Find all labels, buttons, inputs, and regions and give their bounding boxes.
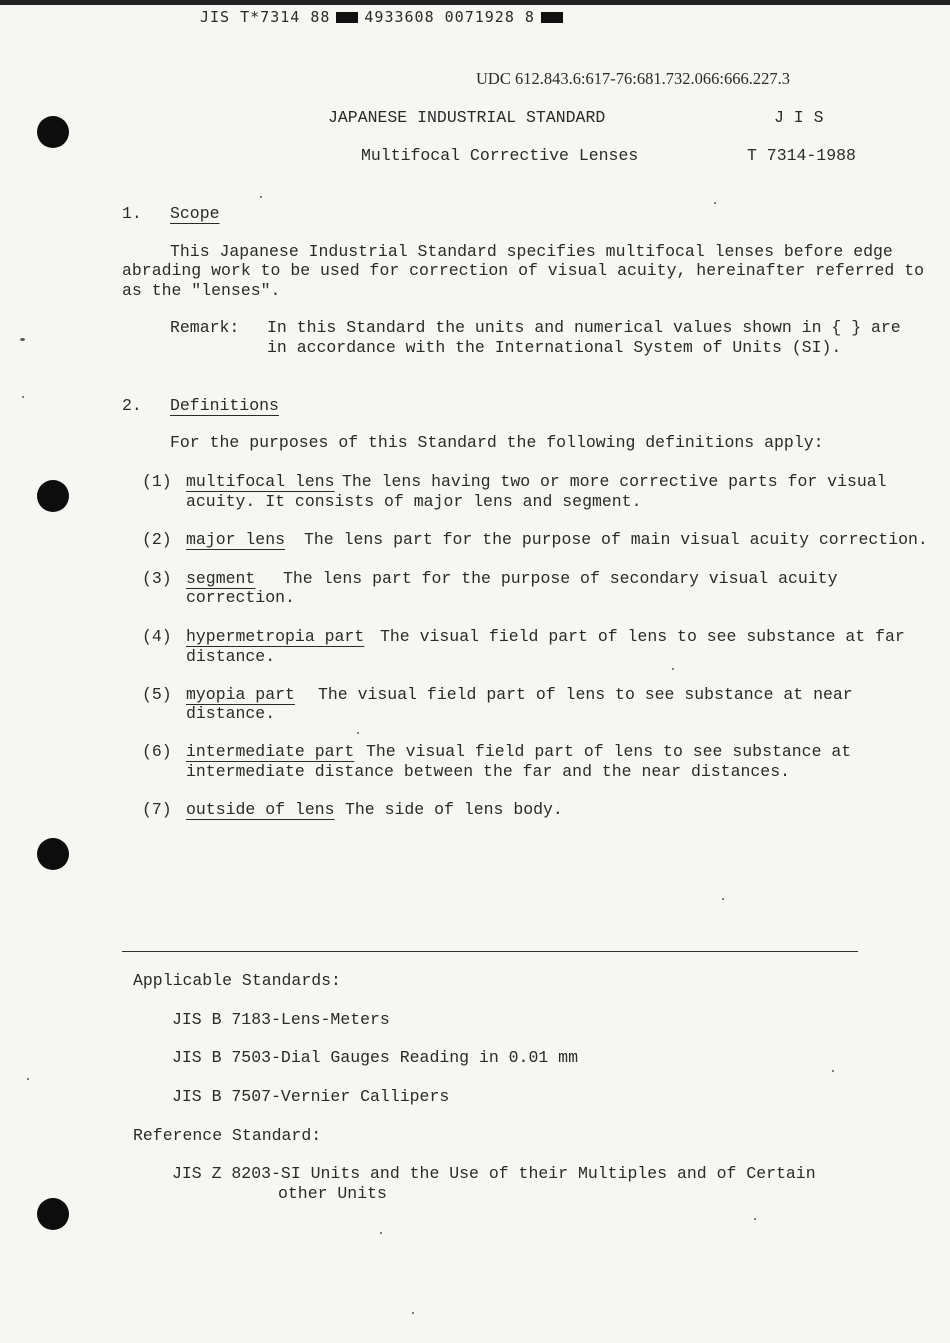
scan-speck [27, 1078, 29, 1080]
definition-term: myopia part [186, 685, 295, 704]
definition-text-line: intermediate distance between the far and the near distances. [186, 762, 790, 781]
standard-number: T 7314-1988 [747, 146, 856, 165]
definition-number: (1) [142, 472, 172, 491]
definition-number: (6) [142, 742, 172, 761]
definition-term: multifocal lens [186, 472, 335, 491]
definition-text-line: The visual field part of lens to see substance at [366, 742, 852, 761]
definition-text-line: acuity. It consists of major lens and segment. [186, 492, 642, 511]
scan-speck [722, 898, 724, 900]
scan-speck [20, 338, 25, 341]
redaction-block [541, 12, 563, 23]
scope-paragraph-line: abrading work to be used for correction of visual acuity, hereinafter referred to [122, 261, 925, 280]
reference-standard-item-continued: other Units [278, 1184, 387, 1203]
applicable-standard-item: JIS B 7503-Dial Gauges Reading in 0.01 mm [172, 1048, 578, 1067]
scope-paragraph-line: as the "lenses". [122, 281, 281, 300]
scan-speck [832, 1070, 834, 1072]
definition-number: (7) [142, 800, 172, 819]
definition-text-line: The visual field part of lens to see substance at near [318, 685, 853, 704]
definition-text-line: The lens having two or more corrective parts for visual [342, 472, 887, 491]
applicable-standards-heading: Applicable Standards: [133, 971, 341, 990]
binder-hole [37, 480, 69, 512]
section-heading-scope: Scope [170, 204, 220, 223]
standard-title: JAPANESE INDUSTRIAL STANDARD [328, 108, 606, 127]
definition-text-line: The visual field part of lens to see substance at far [380, 627, 905, 646]
definition-term: major lens [186, 530, 286, 549]
scan-speck [412, 1312, 414, 1314]
applicable-standard-item: JIS B 7507-Vernier Callipers [172, 1087, 450, 1106]
definitions-intro: For the purposes of this Standard the following definitions apply: [170, 433, 824, 452]
remark-text-line: in accordance with the International System of Units (SI). [267, 338, 842, 357]
section-number-scope: 1. [122, 204, 142, 223]
scan-speck [357, 732, 359, 734]
document-title: Multifocal Corrective Lenses [361, 146, 639, 165]
top-border-bar [0, 0, 950, 5]
footnote-divider [122, 951, 858, 952]
scope-paragraph-line: This Japanese Industrial Standard specifies multifocal lenses before edge [170, 242, 893, 261]
definition-term: segment [186, 569, 256, 588]
applicable-standard-item: JIS B 7183-Lens-Meters [172, 1010, 390, 1029]
scan-speck [260, 196, 262, 198]
binder-hole [37, 838, 69, 870]
catalog-code-right: 4933608 0071928 8 [364, 8, 535, 26]
definition-text-line: The side of lens body. [345, 800, 563, 819]
scan-speck [672, 668, 674, 670]
binder-hole [37, 1198, 69, 1230]
definition-term: outside of lens [186, 800, 335, 819]
definition-number: (2) [142, 530, 172, 549]
reference-standard-heading: Reference Standard: [133, 1126, 322, 1145]
scan-speck [22, 396, 24, 398]
reference-standard-item: JIS Z 8203-SI Units and the Use of their Multiples and of Certain [172, 1164, 816, 1183]
catalog-code-line [200, 8, 569, 26]
definition-term: intermediate part [186, 742, 355, 761]
definition-text-line: distance. [186, 647, 276, 666]
binder-hole [37, 116, 69, 148]
definition-term: hypermetropia part [186, 627, 365, 646]
definition-number: (4) [142, 627, 172, 646]
jis-mark: J I S [774, 108, 824, 127]
scan-speck [754, 1218, 756, 1220]
definition-number: (3) [142, 569, 172, 588]
udc-number: UDC 612.843.6:617-76:681.732.066:666.227.3 [476, 69, 790, 88]
scan-speck [380, 1232, 382, 1234]
remark-text-line: In this Standard the units and numerical values shown in { } are [267, 318, 901, 337]
remark-label: Remark: [170, 318, 240, 337]
definition-number: (5) [142, 685, 172, 704]
definition-text-line: distance. [186, 704, 276, 723]
scan-speck [714, 202, 716, 204]
definition-text-line: The lens part for the purpose of main visual acuity correction. [304, 530, 928, 549]
catalog-code-left: JIS T*7314 88 [200, 8, 331, 26]
section-number-definitions: 2. [122, 396, 142, 415]
definition-text-line: correction. [186, 588, 295, 607]
definition-text-line: The lens part for the purpose of secondary visual acuity [283, 569, 838, 588]
section-heading-definitions: Definitions [170, 396, 279, 415]
redaction-block [336, 12, 358, 23]
